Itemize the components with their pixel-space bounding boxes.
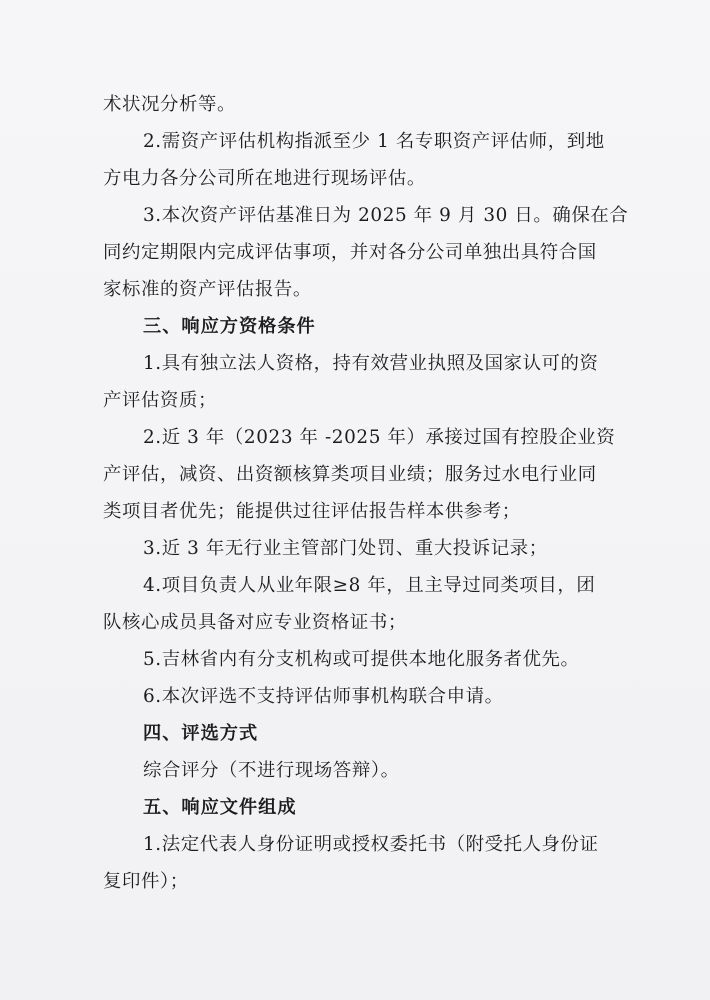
document-body bbox=[103, 86, 629, 900]
text-line: 1.法定代表人身份证明或授权委托书（附受托人身份证 bbox=[143, 834, 599, 855]
text-line: 类项目者优先；能提供过往评估报告样本供参考； bbox=[103, 501, 521, 522]
text-line: 术状况分析等。 bbox=[103, 94, 236, 115]
text-line: 同约定期限内完成评估事项，并对各分公司单独出具符合国 bbox=[103, 242, 597, 263]
text-line: 6.本次评选不支持评估师事机构联合申请。 bbox=[143, 686, 504, 707]
text-line: 产评估，减资、出资额核算类项目业绩；服务过水电行业同 bbox=[103, 464, 597, 485]
text-line: 4.项目负责人从业年限≥8 年，且主导过同类项目，团 bbox=[143, 575, 596, 596]
text-line: 复印件）； bbox=[103, 871, 189, 892]
text-line: 队核心成员具备对应专业资格证书； bbox=[103, 612, 407, 633]
text-line: 2.近 3 年（2023 年 -2025 年）承接过国有控股企业资 bbox=[143, 427, 616, 448]
text-line: 家标准的资产评估报告。 bbox=[103, 279, 312, 300]
text-line: 5.吉林省内有分支机构或可提供本地化服务者优先。 bbox=[143, 649, 580, 670]
section-heading: 三、响应方资格条件 bbox=[143, 316, 316, 337]
text-line: 3.本次资产评估基准日为 2025 年 9 月 30 日。确保在合 bbox=[143, 205, 629, 226]
section-heading: 四、评选方式 bbox=[143, 723, 259, 744]
section-heading: 五、响应文件组成 bbox=[143, 797, 297, 818]
text-line: 方电力各分公司所在地进行现场评估。 bbox=[103, 168, 426, 189]
text-line: 综合评分（不进行现场答辩）。 bbox=[143, 760, 400, 781]
text-line: 产评估资质； bbox=[103, 390, 217, 411]
text-line: 3.近 3 年无行业主管部门处罚、重大投诉记录； bbox=[143, 538, 548, 559]
text-line: 2.需资产评估机构指派至少 1 名专职资产评估师，到地 bbox=[143, 131, 605, 152]
text-line: 1.具有独立法人资格，持有效营业执照及国家认可的资 bbox=[143, 353, 599, 374]
